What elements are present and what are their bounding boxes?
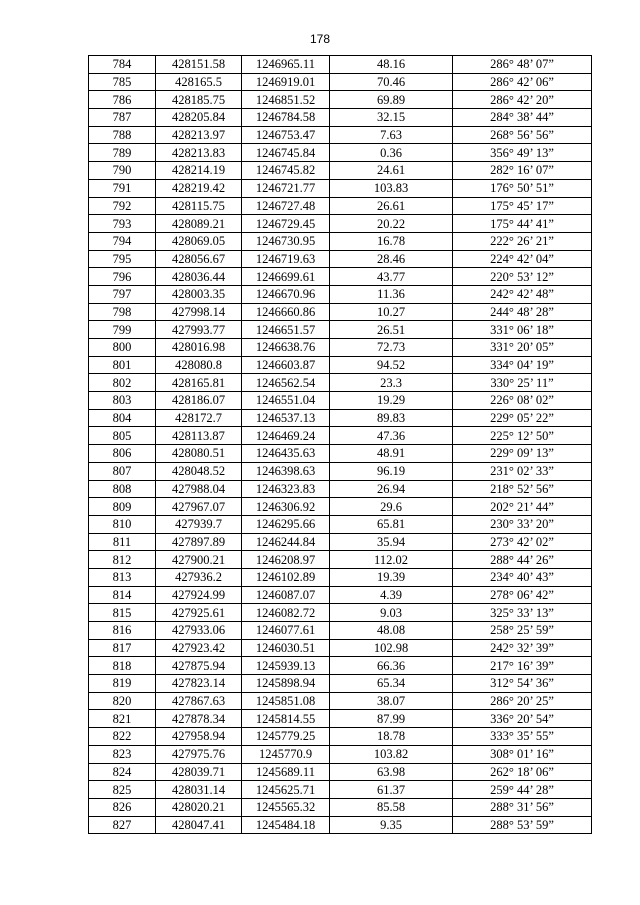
table-row: [89, 56, 592, 74]
point-number-cell: 818: [89, 657, 156, 675]
bearing-cell: 308° 01’ 16”: [453, 745, 592, 763]
table-row: [89, 427, 592, 445]
distance-cell: 28.46: [330, 250, 453, 268]
x-coordinate-cell: 428165.5: [156, 73, 242, 91]
y-coordinate-cell: 1246638.76: [242, 339, 330, 357]
distance-cell: 65.81: [330, 515, 453, 533]
x-coordinate-cell: 427967.07: [156, 498, 242, 516]
table-row: [89, 604, 592, 622]
y-coordinate-cell: 1246729.45: [242, 215, 330, 233]
table-row: [89, 657, 592, 675]
bearing-cell: 234° 40’ 43”: [453, 568, 592, 586]
x-coordinate-cell: 428080.51: [156, 445, 242, 463]
distance-cell: 48.08: [330, 622, 453, 640]
point-number-cell: 823: [89, 745, 156, 763]
point-number-cell: 799: [89, 321, 156, 339]
point-number-cell: 819: [89, 675, 156, 693]
distance-cell: 103.83: [330, 179, 453, 197]
y-coordinate-cell: 1246919.01: [242, 73, 330, 91]
point-number-cell: 787: [89, 109, 156, 127]
point-number-cell: 796: [89, 268, 156, 286]
table-row: [89, 480, 592, 498]
point-number-cell: 813: [89, 568, 156, 586]
distance-cell: 4.39: [330, 586, 453, 604]
x-coordinate-cell: 428036.44: [156, 268, 242, 286]
point-number-cell: 784: [89, 56, 156, 74]
table-row: [89, 356, 592, 374]
table-row: [89, 285, 592, 303]
bearing-cell: 175° 44’ 41”: [453, 215, 592, 233]
point-number-cell: 809: [89, 498, 156, 516]
bearing-cell: 273° 42’ 02”: [453, 533, 592, 551]
x-coordinate-cell: 427988.04: [156, 480, 242, 498]
y-coordinate-cell: 1246660.86: [242, 303, 330, 321]
distance-cell: 10.27: [330, 303, 453, 321]
bearing-cell: 229° 09’ 13”: [453, 445, 592, 463]
table-row: [89, 445, 592, 463]
distance-cell: 18.78: [330, 728, 453, 746]
distance-cell: 29.6: [330, 498, 453, 516]
table-row: [89, 109, 592, 127]
point-number-cell: 790: [89, 162, 156, 180]
table-row: [89, 798, 592, 816]
bearing-cell: 225° 12’ 50”: [453, 427, 592, 445]
bearing-cell: 282° 16’ 07”: [453, 162, 592, 180]
y-coordinate-cell: 1246082.72: [242, 604, 330, 622]
bearing-cell: 259° 44’ 28”: [453, 781, 592, 799]
point-number-cell: 827: [89, 816, 156, 834]
table-row: [89, 409, 592, 427]
table-row: [89, 126, 592, 144]
y-coordinate-cell: 1246745.82: [242, 162, 330, 180]
point-number-cell: 807: [89, 462, 156, 480]
distance-cell: 102.98: [330, 639, 453, 657]
y-coordinate-cell: 1246851.52: [242, 91, 330, 109]
distance-cell: 112.02: [330, 551, 453, 569]
table-row: [89, 586, 592, 604]
point-number-cell: 825: [89, 781, 156, 799]
table-row: [89, 551, 592, 569]
x-coordinate-cell: 427939.7: [156, 515, 242, 533]
bearing-cell: 286° 42’ 20”: [453, 91, 592, 109]
y-coordinate-cell: 1246745.84: [242, 144, 330, 162]
x-coordinate-cell: 427924.99: [156, 586, 242, 604]
table-row: [89, 162, 592, 180]
table-row: [89, 73, 592, 91]
bearing-cell: 333° 35’ 55”: [453, 728, 592, 746]
x-coordinate-cell: 427958.94: [156, 728, 242, 746]
bearing-cell: 288° 53’ 59”: [453, 816, 592, 834]
point-number-cell: 785: [89, 73, 156, 91]
x-coordinate-cell: 428205.84: [156, 109, 242, 127]
distance-cell: 85.58: [330, 798, 453, 816]
table-row: [89, 268, 592, 286]
y-coordinate-cell: 1246730.95: [242, 232, 330, 250]
bearing-cell: 202° 21’ 44”: [453, 498, 592, 516]
x-coordinate-cell: 428115.75: [156, 197, 242, 215]
distance-cell: 32.15: [330, 109, 453, 127]
point-number-cell: 815: [89, 604, 156, 622]
y-coordinate-cell: 1246077.61: [242, 622, 330, 640]
y-coordinate-cell: 1246537.13: [242, 409, 330, 427]
table-row: [89, 462, 592, 480]
page-number: 178: [309, 32, 331, 46]
x-coordinate-cell: 427900.21: [156, 551, 242, 569]
distance-cell: 66.36: [330, 657, 453, 675]
point-number-cell: 793: [89, 215, 156, 233]
x-coordinate-cell: 428003.35: [156, 285, 242, 303]
bearing-cell: 175° 45’ 17”: [453, 197, 592, 215]
x-coordinate-cell: 427878.34: [156, 710, 242, 728]
distance-cell: 7.63: [330, 126, 453, 144]
table-row: [89, 745, 592, 763]
x-coordinate-cell: 428214.19: [156, 162, 242, 180]
bearing-cell: 331° 06’ 18”: [453, 321, 592, 339]
x-coordinate-cell: 428031.14: [156, 781, 242, 799]
y-coordinate-cell: 1246670.96: [242, 285, 330, 303]
table-row: [89, 728, 592, 746]
bearing-cell: 220° 53’ 12”: [453, 268, 592, 286]
coordinates-table: [88, 55, 592, 834]
y-coordinate-cell: 1246469.24: [242, 427, 330, 445]
x-coordinate-cell: 427975.76: [156, 745, 242, 763]
x-coordinate-cell: 428213.83: [156, 144, 242, 162]
distance-cell: 9.03: [330, 604, 453, 622]
y-coordinate-cell: 1245779.25: [242, 728, 330, 746]
x-coordinate-cell: 428080.8: [156, 356, 242, 374]
point-number-cell: 817: [89, 639, 156, 657]
x-coordinate-cell: 428219.42: [156, 179, 242, 197]
x-coordinate-cell: 428056.67: [156, 250, 242, 268]
x-coordinate-cell: 427897.89: [156, 533, 242, 551]
bearing-cell: 312° 54’ 36”: [453, 675, 592, 693]
x-coordinate-cell: 428172.7: [156, 409, 242, 427]
x-coordinate-cell: 427933.06: [156, 622, 242, 640]
point-number-cell: 803: [89, 392, 156, 410]
bearing-cell: 242° 32’ 39”: [453, 639, 592, 657]
x-coordinate-cell: 427936.2: [156, 568, 242, 586]
table-row: [89, 179, 592, 197]
bearing-cell: 334° 04’ 19”: [453, 356, 592, 374]
bearing-cell: 278° 06’ 42”: [453, 586, 592, 604]
bearing-cell: 176° 50’ 51”: [453, 179, 592, 197]
bearing-cell: 286° 48’ 07”: [453, 56, 592, 74]
distance-cell: 48.16: [330, 56, 453, 74]
point-number-cell: 816: [89, 622, 156, 640]
bearing-cell: 331° 20’ 05”: [453, 339, 592, 357]
bearing-cell: 288° 31’ 56”: [453, 798, 592, 816]
table-row: [89, 692, 592, 710]
bearing-cell: 222° 26’ 21”: [453, 232, 592, 250]
distance-cell: 65.34: [330, 675, 453, 693]
distance-cell: 23.3: [330, 374, 453, 392]
y-coordinate-cell: 1246784.58: [242, 109, 330, 127]
point-number-cell: 824: [89, 763, 156, 781]
point-number-cell: 810: [89, 515, 156, 533]
bearing-cell: 356° 49’ 13”: [453, 144, 592, 162]
bearing-cell: 325° 33’ 13”: [453, 604, 592, 622]
table-row: [89, 622, 592, 640]
x-coordinate-cell: 428113.87: [156, 427, 242, 445]
x-coordinate-cell: 428020.21: [156, 798, 242, 816]
y-coordinate-cell: 1245814.55: [242, 710, 330, 728]
table-row: [89, 639, 592, 657]
y-coordinate-cell: 1246562.54: [242, 374, 330, 392]
y-coordinate-cell: 1246551.04: [242, 392, 330, 410]
x-coordinate-cell: 428047.41: [156, 816, 242, 834]
x-coordinate-cell: 427823.14: [156, 675, 242, 693]
table-row: [89, 392, 592, 410]
table-row: [89, 91, 592, 109]
distance-cell: 20.22: [330, 215, 453, 233]
table-row: [89, 781, 592, 799]
y-coordinate-cell: 1246102.89: [242, 568, 330, 586]
distance-cell: 0.36: [330, 144, 453, 162]
distance-cell: 72.73: [330, 339, 453, 357]
y-coordinate-cell: 1246721.77: [242, 179, 330, 197]
point-number-cell: 811: [89, 533, 156, 551]
point-number-cell: 805: [89, 427, 156, 445]
y-coordinate-cell: 1246398.63: [242, 462, 330, 480]
distance-cell: 48.91: [330, 445, 453, 463]
distance-cell: 26.51: [330, 321, 453, 339]
y-coordinate-cell: 1246323.83: [242, 480, 330, 498]
distance-cell: 70.46: [330, 73, 453, 91]
bearing-cell: 284° 38’ 44”: [453, 109, 592, 127]
distance-cell: 38.07: [330, 692, 453, 710]
bearing-cell: 262° 18’ 06”: [453, 763, 592, 781]
point-number-cell: 806: [89, 445, 156, 463]
y-coordinate-cell: 1246603.87: [242, 356, 330, 374]
x-coordinate-cell: 427925.61: [156, 604, 242, 622]
bearing-cell: 226° 08’ 02”: [453, 392, 592, 410]
bearing-cell: 330° 25’ 11”: [453, 374, 592, 392]
distance-cell: 43.77: [330, 268, 453, 286]
distance-cell: 26.61: [330, 197, 453, 215]
distance-cell: 94.52: [330, 356, 453, 374]
y-coordinate-cell: 1246295.66: [242, 515, 330, 533]
x-coordinate-cell: 427875.94: [156, 657, 242, 675]
point-number-cell: 814: [89, 586, 156, 604]
bearing-cell: 218° 52’ 56”: [453, 480, 592, 498]
y-coordinate-cell: 1245770.9: [242, 745, 330, 763]
distance-cell: 103.82: [330, 745, 453, 763]
point-number-cell: 791: [89, 179, 156, 197]
x-coordinate-cell: 427998.14: [156, 303, 242, 321]
distance-cell: 89.83: [330, 409, 453, 427]
bearing-cell: 230° 33’ 20”: [453, 515, 592, 533]
x-coordinate-cell: 428151.58: [156, 56, 242, 74]
x-coordinate-cell: 428213.97: [156, 126, 242, 144]
bearing-cell: 258° 25’ 59”: [453, 622, 592, 640]
table-row: [89, 533, 592, 551]
coordinates-table-body: [89, 56, 592, 834]
distance-cell: 69.89: [330, 91, 453, 109]
table-row: [89, 675, 592, 693]
distance-cell: 63.98: [330, 763, 453, 781]
y-coordinate-cell: 1246965.11: [242, 56, 330, 74]
bearing-cell: 268° 56’ 56”: [453, 126, 592, 144]
table-row: [89, 144, 592, 162]
bearing-cell: 336° 20’ 54”: [453, 710, 592, 728]
x-coordinate-cell: 428048.52: [156, 462, 242, 480]
distance-cell: 96.19: [330, 462, 453, 480]
point-number-cell: 788: [89, 126, 156, 144]
distance-cell: 24.61: [330, 162, 453, 180]
table-row: [89, 816, 592, 834]
distance-cell: 61.37: [330, 781, 453, 799]
x-coordinate-cell: 427867.63: [156, 692, 242, 710]
y-coordinate-cell: 1245851.08: [242, 692, 330, 710]
point-number-cell: 801: [89, 356, 156, 374]
x-coordinate-cell: 428186.07: [156, 392, 242, 410]
table-row: [89, 321, 592, 339]
point-number-cell: 794: [89, 232, 156, 250]
y-coordinate-cell: 1245689.11: [242, 763, 330, 781]
distance-cell: 47.36: [330, 427, 453, 445]
x-coordinate-cell: 428089.21: [156, 215, 242, 233]
y-coordinate-cell: 1245939.13: [242, 657, 330, 675]
point-number-cell: 795: [89, 250, 156, 268]
x-coordinate-cell: 428185.75: [156, 91, 242, 109]
y-coordinate-cell: 1246699.61: [242, 268, 330, 286]
y-coordinate-cell: 1245898.94: [242, 675, 330, 693]
table-row: [89, 232, 592, 250]
x-coordinate-cell: 428165.81: [156, 374, 242, 392]
y-coordinate-cell: 1246435.63: [242, 445, 330, 463]
x-coordinate-cell: 427993.77: [156, 321, 242, 339]
distance-cell: 87.99: [330, 710, 453, 728]
y-coordinate-cell: 1246244.84: [242, 533, 330, 551]
point-number-cell: 800: [89, 339, 156, 357]
distance-cell: 9.35: [330, 816, 453, 834]
point-number-cell: 820: [89, 692, 156, 710]
y-coordinate-cell: 1246306.92: [242, 498, 330, 516]
point-number-cell: 826: [89, 798, 156, 816]
table-row: [89, 498, 592, 516]
y-coordinate-cell: 1246030.51: [242, 639, 330, 657]
y-coordinate-cell: 1246208.97: [242, 551, 330, 569]
distance-cell: 16.78: [330, 232, 453, 250]
bearing-cell: 217° 16’ 39”: [453, 657, 592, 675]
distance-cell: 11.36: [330, 285, 453, 303]
table-row: [89, 339, 592, 357]
table-row: [89, 197, 592, 215]
distance-cell: 19.29: [330, 392, 453, 410]
bearing-cell: 242° 42’ 48”: [453, 285, 592, 303]
x-coordinate-cell: 427923.42: [156, 639, 242, 657]
table-row: [89, 303, 592, 321]
point-number-cell: 797: [89, 285, 156, 303]
point-number-cell: 821: [89, 710, 156, 728]
table-row: [89, 374, 592, 392]
y-coordinate-cell: 1246087.07: [242, 586, 330, 604]
y-coordinate-cell: 1245625.71: [242, 781, 330, 799]
y-coordinate-cell: 1245484.18: [242, 816, 330, 834]
distance-cell: 35.94: [330, 533, 453, 551]
point-number-cell: 802: [89, 374, 156, 392]
y-coordinate-cell: 1245565.32: [242, 798, 330, 816]
table-row: [89, 515, 592, 533]
table-row: [89, 710, 592, 728]
bearing-cell: 229° 05’ 22”: [453, 409, 592, 427]
distance-cell: 19.39: [330, 568, 453, 586]
table-row: [89, 763, 592, 781]
x-coordinate-cell: 428039.71: [156, 763, 242, 781]
y-coordinate-cell: 1246719.63: [242, 250, 330, 268]
bearing-cell: 244° 48’ 28”: [453, 303, 592, 321]
point-number-cell: 792: [89, 197, 156, 215]
table-row: [89, 568, 592, 586]
y-coordinate-cell: 1246727.48: [242, 197, 330, 215]
bearing-cell: 224° 42’ 04”: [453, 250, 592, 268]
bearing-cell: 231° 02’ 33”: [453, 462, 592, 480]
distance-cell: 26.94: [330, 480, 453, 498]
y-coordinate-cell: 1246651.57: [242, 321, 330, 339]
point-number-cell: 804: [89, 409, 156, 427]
x-coordinate-cell: 428069.05: [156, 232, 242, 250]
bearing-cell: 286° 42’ 06”: [453, 73, 592, 91]
x-coordinate-cell: 428016.98: [156, 339, 242, 357]
point-number-cell: 786: [89, 91, 156, 109]
y-coordinate-cell: 1246753.47: [242, 126, 330, 144]
table-row: [89, 250, 592, 268]
point-number-cell: 812: [89, 551, 156, 569]
table-row: [89, 215, 592, 233]
bearing-cell: 288° 44’ 26”: [453, 551, 592, 569]
point-number-cell: 798: [89, 303, 156, 321]
point-number-cell: 789: [89, 144, 156, 162]
point-number-cell: 808: [89, 480, 156, 498]
bearing-cell: 286° 20’ 25”: [453, 692, 592, 710]
point-number-cell: 822: [89, 728, 156, 746]
